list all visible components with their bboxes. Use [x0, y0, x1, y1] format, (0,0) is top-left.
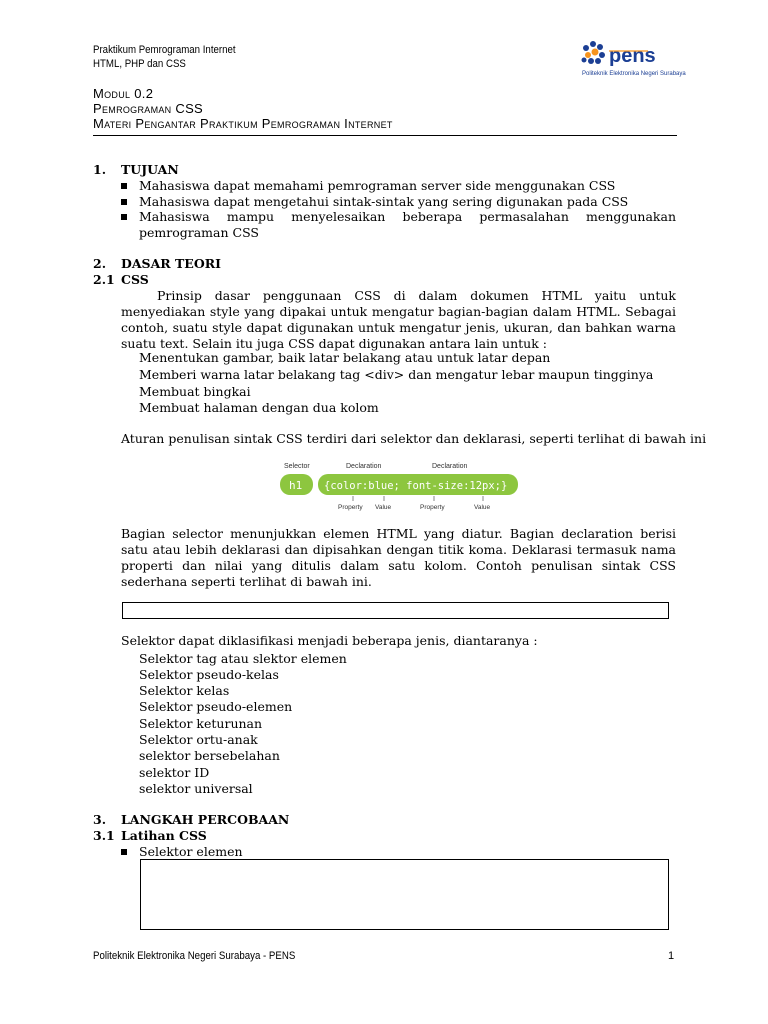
code-example-box — [122, 602, 669, 619]
declaration-label-2: Declaration — [432, 463, 468, 470]
sec3-1-heading: Latihan CSS — [121, 828, 207, 843]
list-item — [139, 844, 243, 860]
selector-paragraph: Bagian selector menunjukkan elemen HTML yang diatur. Bagian declaration berisi satu atau lebih deklarasi dan dipisahkan dengan titik koma. Deklarasi termasuk nama properti dan nilai yang ditulis dalam satu kolom. Contoh penulisan sintak CSS sederhana seperti terlihat di bawah ini. — [121, 526, 676, 589]
selector-type-6: Selektor ortu-anak — [139, 732, 258, 747]
sec2-number: 2. — [93, 256, 107, 271]
sec2-1-number: 2.1 — [93, 272, 115, 287]
sec3-1-number: 3.1 — [93, 828, 115, 843]
sec3-bullet: Selektor elemen — [139, 844, 243, 859]
selector-type-2: Selektor pseudo-kelas — [139, 667, 279, 682]
use-item-1: Menentukan gambar, baik latar belakang atau untuk latar depan — [139, 350, 551, 365]
declaration-label-1: Declaration — [346, 463, 382, 470]
list-item — [139, 194, 676, 210]
sec1-bullet-1: Mahasiswa dapat memahami pemrograman server side menggunakan CSS — [139, 178, 616, 193]
page-number: 1 — [668, 950, 675, 962]
classification-paragraph: Selektor dapat diklasifikasi menjadi beberapa jenis, diantaranya : — [121, 633, 538, 648]
selector-type-4: Selektor pseudo-elemen — [139, 699, 293, 714]
selector-type-1: Selektor tag atau slektor elemen — [139, 651, 347, 666]
sec3-number: 3. — [93, 812, 107, 827]
pens-logo-icon — [576, 39, 680, 73]
selector-label: Selector — [284, 463, 310, 470]
pens-logo — [576, 39, 686, 83]
module-name: Pemrograman CSS — [93, 101, 204, 116]
sec1-heading: TUJUAN — [121, 162, 179, 177]
selector-type-3: Selektor kelas — [139, 683, 230, 698]
selector-code: h1 — [289, 479, 303, 492]
header-course: Praktikum Pemrograman Internet — [93, 44, 236, 56]
sec3-heading: LANGKAH PERCOBAAN — [121, 812, 290, 827]
value-label-2: Value — [474, 504, 491, 511]
use-item-4: Membuat halaman dengan dua kolom — [139, 400, 379, 415]
logo-subtitle: Politeknik Elektronika Negeri Surabaya — [582, 71, 686, 77]
module-subtitle: Materi Pengantar Praktikum Pemrograman Internet — [93, 116, 393, 131]
running-header — [93, 43, 236, 71]
sec2-1-heading: CSS — [121, 272, 149, 287]
selector-type-9: selektor universal — [139, 781, 253, 796]
title-rule — [93, 135, 677, 136]
syntax-paragraph: Aturan penulisan sintak CSS terdiri dari selektor dan deklarasi, seperti terlihat di bawah ini — [121, 431, 707, 446]
sec2-heading: DASAR TEORI — [121, 256, 221, 271]
logo-wordmark: pens — [609, 45, 656, 67]
use-item-3: Membuat bingkai — [139, 384, 251, 399]
intro-paragraph: Prinsip dasar penggunaan CSS di dalam dokumen HTML yaitu untuk menyediakan style yang dipakai untuk mengatur bagian-bagian dalam HTML. Sebagai contoh, suatu style dapat digunakan untuk mengatur jenis, ukuran, dan bahkan warna suatu text. Selain itu juga CSS dapat digunakan antara lain untuk : — [121, 288, 676, 351]
code-exercise-box — [140, 859, 669, 930]
property-label-1: Property — [338, 504, 363, 511]
footer-institution: Politeknik Elektronika Negeri Surabaya - PENS — [93, 950, 296, 962]
sec1-bullet-3: Mahasiswa mampu menyelesaikan beberapa permasalahan menggunakan pemrograman CSS — [139, 209, 676, 240]
sec1-number: 1. — [93, 162, 107, 177]
module-number: Modul 0.2 — [93, 86, 154, 101]
list-item — [139, 209, 676, 241]
list-item — [139, 178, 676, 194]
module-title — [93, 86, 393, 131]
value-label-1: Value — [375, 504, 392, 511]
header-topic: HTML, PHP dan CSS — [93, 58, 186, 70]
selector-type-5: Selektor keturunan — [139, 716, 263, 731]
sec1-bullet-2: Mahasiswa dapat mengetahui sintak-sintak yang sering digunakan pada CSS — [139, 194, 629, 209]
css-syntax-diagram — [278, 459, 528, 511]
selector-type-7: selektor bersebelahan — [139, 748, 280, 763]
property-label-2: Property — [420, 504, 445, 511]
declaration-code: {color:blue; font-size:12px;} — [324, 480, 508, 492]
selector-type-8: selektor ID — [139, 765, 210, 780]
use-item-2: Memberi warna latar belakang tag <div> dan mengatur lebar maupun tingginya — [139, 367, 654, 382]
